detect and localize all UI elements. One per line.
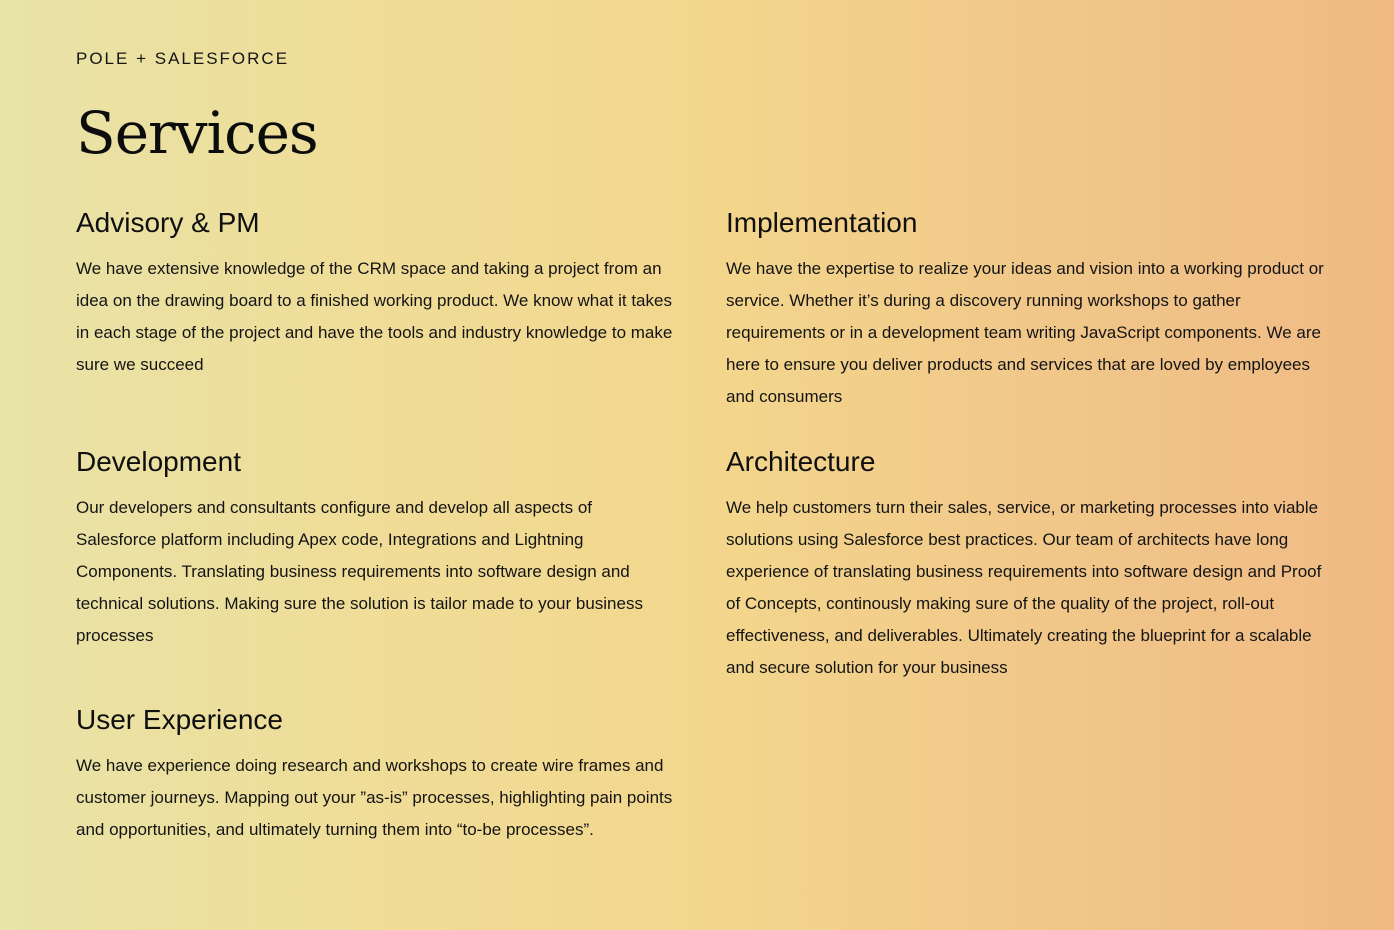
service-description: We have the expertise to realize your ideas and vision into a working product or service. Whether it’s during a discovery running workshops to gather requirements or in a development team writing JavaScript components. We are here to ensure you deliver products and services that are loved by employees and consumers <box>726 259 1324 406</box>
service-title: User Experience <box>76 704 283 735</box>
service-description: We help customers turn their sales, service, or marketing processes into viable solutions using Salesforce best practices. Our team of architects have long experience of translating business requirements into software design and Proof of Concepts, continously making sure of the quality of the project, roll-out effectiveness, and deliverables. Ultimately creating the blueprint for a scalable and secure solution for your business <box>726 498 1322 677</box>
services-page <box>76 0 1324 930</box>
service-implementation <box>726 206 1326 413</box>
page-eyebrow: POLE + SALESFORCE <box>76 49 290 68</box>
service-description: We have experience doing research and workshops to create wire frames and customer journeys. Mapping out your ”as-is” processes, highlighting pain points and opportunities, and ultimately turning them into “to-be processes”. <box>76 756 673 839</box>
service-development <box>76 445 676 652</box>
service-title: Implementation <box>726 207 918 238</box>
service-description: We have extensive knowledge of the CRM space and taking a project from an idea on the drawing board to a finished working product. We know what it takes in each stage of the project and have the tools and industry knowledge to make sure we succeed <box>76 259 673 374</box>
service-architecture <box>726 445 1326 684</box>
page-title: Services <box>76 99 318 167</box>
service-advisory-pm <box>76 206 676 381</box>
service-description: Our developers and consultants configure and develop all aspects of Salesforce platform including Apex code, Integrations and Lightning Components. Translating business requirements into software design and technical solutions. Making sure the solution is tailor made to your business processes <box>76 498 643 645</box>
service-title: Architecture <box>726 446 876 477</box>
service-title: Advisory & PM <box>76 207 260 238</box>
service-title: Development <box>76 446 241 477</box>
service-user-experience <box>76 703 676 846</box>
